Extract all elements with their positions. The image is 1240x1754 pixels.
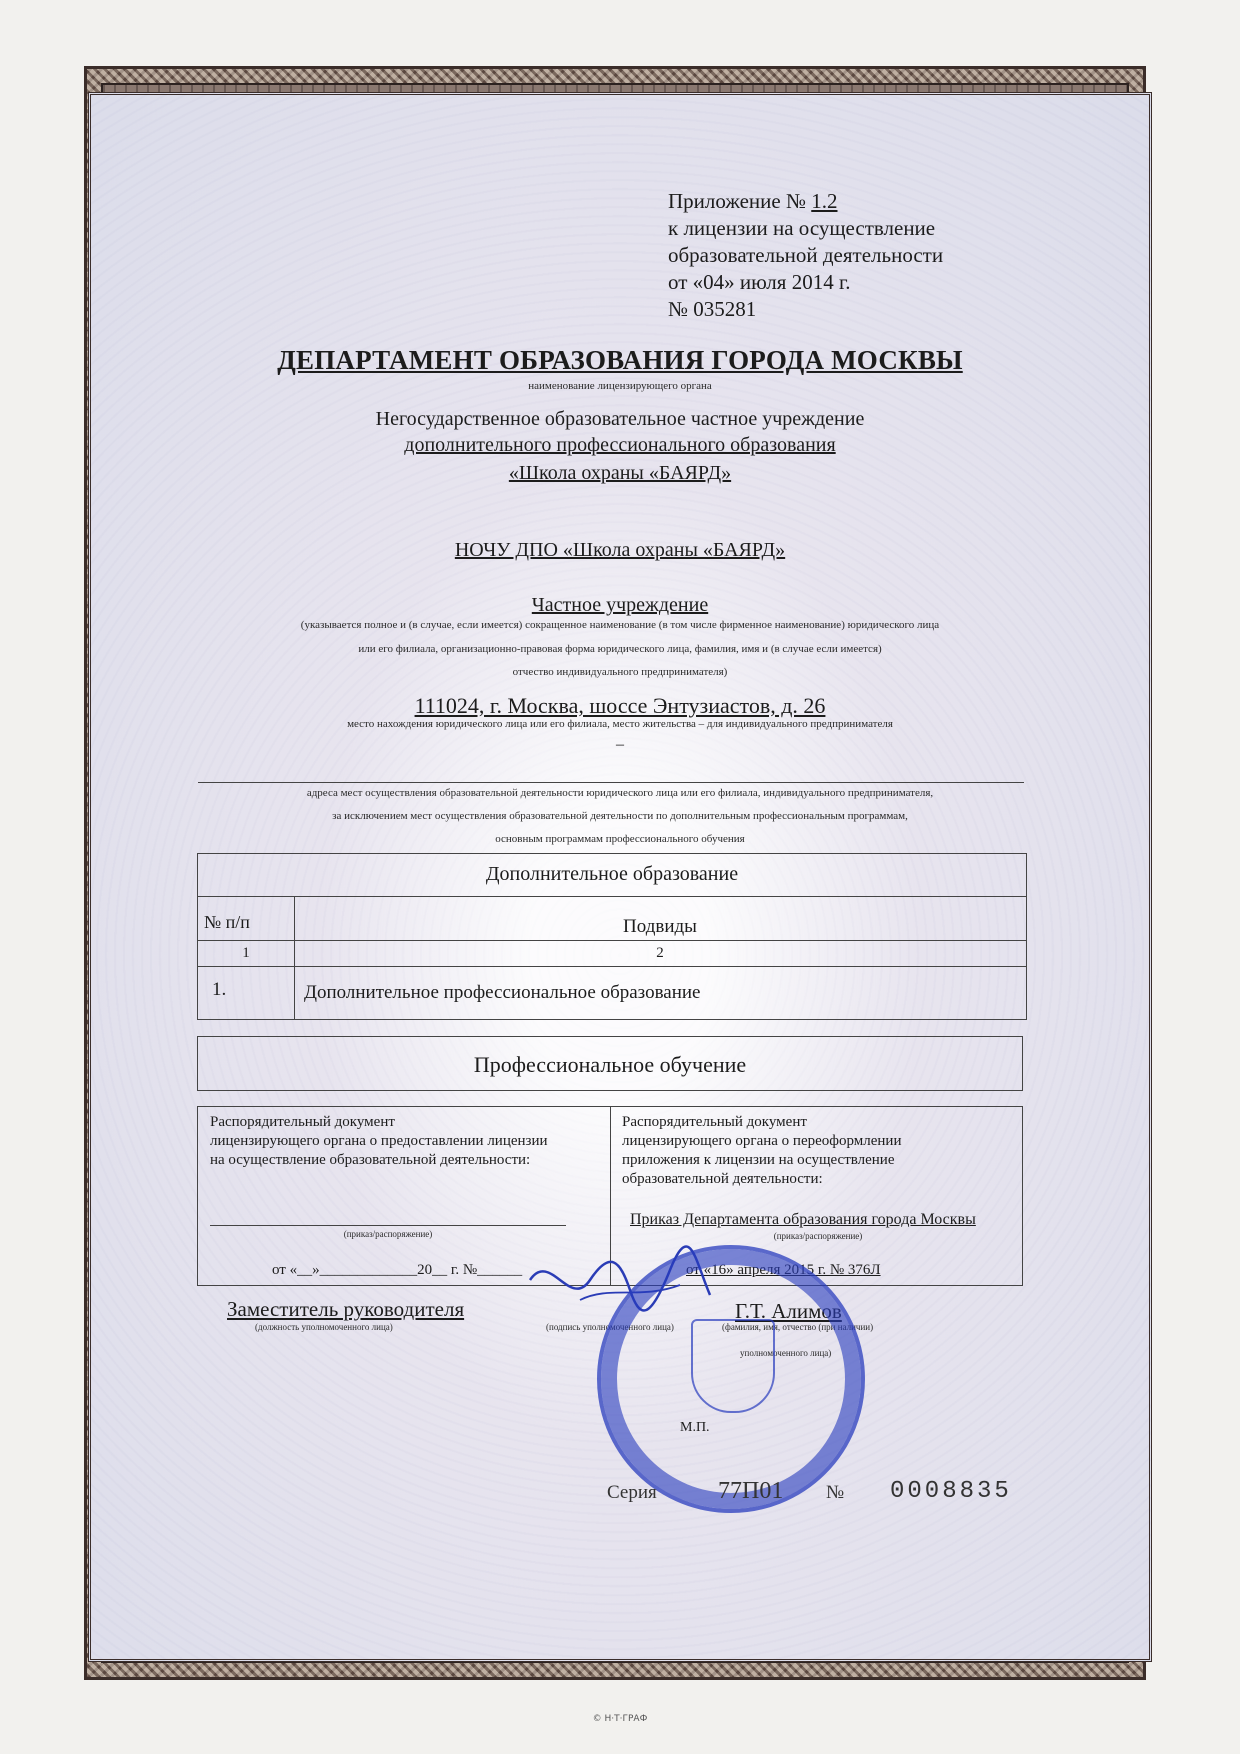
left-order-line-3: на осуществление образовательной деятельности:: [210, 1152, 531, 1168]
licensee-caption-2: или его филиала, организационно-правовая форма юридического лица, фамилия, имя и (в случае если имеется): [358, 643, 882, 655]
left-order-date: от «__»_____________20__ г. №______: [272, 1262, 523, 1278]
appendix-prefix: Приложение №: [668, 189, 812, 213]
appendix-line-1: [668, 188, 943, 215]
col-header-subtypes: Подвиды: [623, 916, 697, 937]
appendix-header: [668, 188, 943, 323]
right-order-caption: (приказ/распоряжение): [773, 1231, 863, 1241]
appendix-line-3: образовательной деятельности: [668, 243, 944, 267]
row-1-number: 1.: [212, 979, 227, 1000]
printer-mark: © Н·Т·ГРАФ: [592, 1714, 648, 1724]
places-caption-3: основным программам профессионального обучения: [495, 833, 745, 845]
authority-name: ДЕПАРТАМЕНТ ОБРАЗОВАНИЯ ГОРОДА МОСКВЫ: [277, 345, 963, 375]
number-label: №: [826, 1482, 845, 1503]
left-order-line-1: Распорядительный документ: [210, 1114, 395, 1130]
col-index-1: 1: [242, 945, 250, 961]
table-divider-3: [198, 966, 1026, 967]
appendix-line-5: № 035281: [668, 297, 757, 321]
places-line: [198, 782, 1024, 783]
row-1-text: Дополнительное профессиональное образование: [304, 982, 701, 1003]
name-caption-2: уполномоченного лица): [740, 1348, 832, 1358]
appendix-number: 1.2: [811, 189, 838, 213]
table-divider-1: [198, 896, 1026, 897]
licensee-caption-1: (указывается полное и (в случае, если имеется) сокращенное наименование (в том числе фирменное наименование) юридического лица: [300, 619, 940, 631]
right-order-block: [622, 1113, 901, 1189]
professional-training-box: [197, 1036, 1023, 1091]
licensee-full-name-1: Негосударственное образовательное частное учреждение: [375, 408, 865, 430]
signatory-name: Г.Т. Алимов: [735, 1299, 842, 1323]
places-caption-2: за исключением мест осуществления образовательной деятельности по дополнительным профессиональным программам,: [332, 810, 908, 822]
right-order-date: от «16» апреля 2015 г. № 376Л: [686, 1262, 881, 1278]
licensee-full-name-3: «Школа охраны «БАЯРД»: [508, 462, 732, 484]
left-order-caption: (приказ/распоряжение): [343, 1229, 433, 1239]
licensee-org-form: Частное учреждение: [531, 594, 709, 616]
right-order-line-4: образовательной деятельности:: [622, 1171, 823, 1187]
address-caption: место нахождения юридического лица или его филиала, место жительства – для индивидуального предпринимателя: [347, 718, 893, 730]
places-dash: –: [616, 736, 624, 753]
licensee-caption-3: отчество индивидуального предпринимателя): [512, 666, 728, 678]
authority-caption: наименование лицензирующего органа: [528, 380, 712, 392]
licensee-short-name: НОЧУ ДПО «Школа охраны «БАЯРД»: [454, 539, 786, 561]
serial-number: 0008835: [890, 1478, 1012, 1505]
name-caption-1: (фамилия, имя, отчество (при наличии): [722, 1322, 874, 1332]
seal-emblem: [691, 1319, 775, 1413]
col-index-2: 2: [656, 945, 664, 961]
right-order-line-2: лицензирующего органа о переоформлении: [622, 1133, 902, 1149]
left-order-line-2: лицензирующего органа о предоставлении лицензии: [210, 1133, 548, 1149]
signature-caption: (подпись уполномоченного лица): [546, 1322, 674, 1332]
col-header-number: № п/п: [204, 912, 250, 932]
right-order-text: Приказ Департамента образования города Москвы: [630, 1211, 976, 1228]
licensee-full-name-2: дополнительного профессионального образования: [404, 434, 836, 456]
additional-education-table: [197, 853, 1027, 1020]
licensee-address: 111024, г. Москва, шоссе Энтузиастов, д. 26: [414, 693, 826, 718]
series-label: Серия: [607, 1482, 657, 1503]
appendix-line-2: к лицензии на осуществление: [668, 216, 936, 240]
right-order-line-3: приложения к лицензии на осуществление: [622, 1152, 895, 1168]
places-caption-1: адреса мест осуществления образовательной деятельности юридического лица или его филиала, индивидуального предпринимателя,: [306, 787, 934, 799]
table-divider-2: [198, 940, 1026, 941]
position-caption: (должность уполномоченного лица): [255, 1322, 393, 1332]
appendix-line-4: от «04» июля 2014 г.: [668, 270, 851, 294]
official-seal: [597, 1245, 865, 1513]
seal-mark-label: М.П.: [680, 1420, 710, 1435]
professional-training-title: Профессиональное обучение: [473, 1052, 747, 1077]
series-value: 77П01: [718, 1478, 784, 1504]
right-order-line-1: Распорядительный документ: [622, 1114, 807, 1130]
left-order-block: [210, 1113, 548, 1170]
section-title: Дополнительное образование: [485, 863, 739, 885]
signatory-position: Заместитель руководителя: [227, 1297, 465, 1321]
left-order-line: [210, 1225, 566, 1226]
